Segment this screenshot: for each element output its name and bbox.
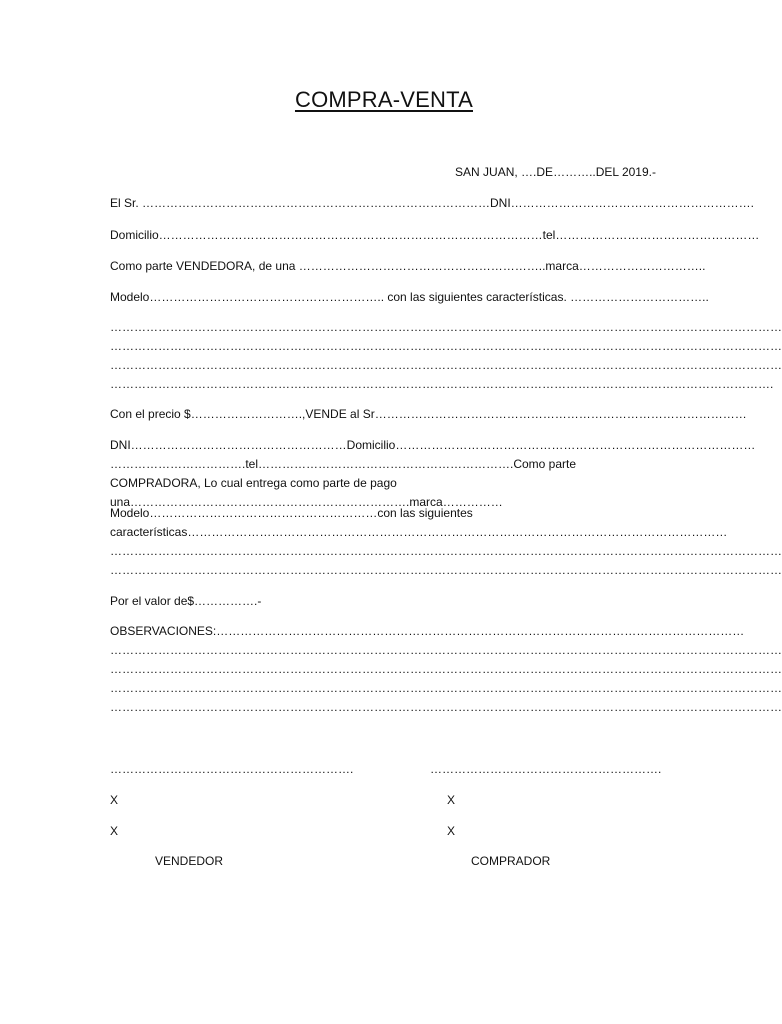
blank-line: …………………………………………………………………………………………………………………………………………………… — [110, 339, 782, 353]
seller-name-line: El Sr. ……………………………………………………………………………DNI……………………………………………………. — [110, 196, 755, 210]
blank-line: …………………………………………………………………………………………………………………………………………………… — [110, 700, 782, 714]
trade-model-paragraph: Modelo…………………………………………………con las siguientes características……………………………………………………………………………………………………………………… — [110, 506, 728, 539]
blank-line: …………………………………………………………………………………………………………………………………………………… — [110, 358, 782, 372]
blank-line: …………………………………………………………………………………………………………………………………………………… — [110, 643, 782, 657]
value-line: Por el valor de$…………….- — [110, 594, 262, 608]
blank-line: …………………………………………………………………………………………………………………………………………………… — [110, 544, 782, 558]
blank-line: …………………………………………………………………………………………………………………………………………………… — [110, 681, 782, 695]
seller-signature-line: ……………………………………………………. — [110, 762, 354, 776]
seller-item-line: Como parte VENDEDORA, de una ……………………………………………………..marca………………………….. — [110, 259, 706, 273]
price-line: Con el precio $……………………….,VENDE al Sr………………………………………………………………………………… — [110, 407, 747, 421]
blank-line: …………………………………………………………………………………………………………………………………………………. — [110, 377, 774, 391]
blank-line: …………………………………………………………………………………………………………………………………………………… — [110, 320, 782, 334]
buyer-paragraph: …………………………….tel……………………………………………………….Como parte COMPRADORA, Lo cual entrega como parte de pago una…………………………………………………………….marca…………… — [110, 457, 577, 509]
buyer-signature-line: …………………………………………………. — [430, 762, 662, 776]
blank-line: …………………………………………………………………………………………………………………………………………………… — [110, 563, 782, 577]
seller-x-mark: X — [110, 824, 119, 838]
buyer-x-mark: X — [447, 824, 456, 838]
buyer-caption: COMPRADOR — [471, 854, 551, 868]
buyer-id-line: DNI………………………………………………Domicilio……………………………………………………………………………… — [110, 438, 756, 452]
seller-address-line: Domicilio……………………………………………………………………………………tel…………………………………………… — [110, 228, 760, 242]
date-line: SAN JUAN, ….DE………..DEL 2019.- — [455, 165, 656, 179]
seller-x-mark: X — [110, 793, 119, 807]
seller-caption: VENDEDOR — [155, 854, 224, 868]
blank-line: …………………………………………………………………………………………………………………………………………………… — [110, 662, 782, 676]
buyer-x-mark: X — [447, 793, 456, 807]
document-title: COMPRA-VENTA — [294, 87, 473, 112]
observations-line: OBSERVACIONES:…………………………………………………………………………………………………………………… — [110, 624, 745, 638]
model-line: Modelo………………………………………………….. con las siguientes características. …………………………….. — [110, 290, 709, 304]
